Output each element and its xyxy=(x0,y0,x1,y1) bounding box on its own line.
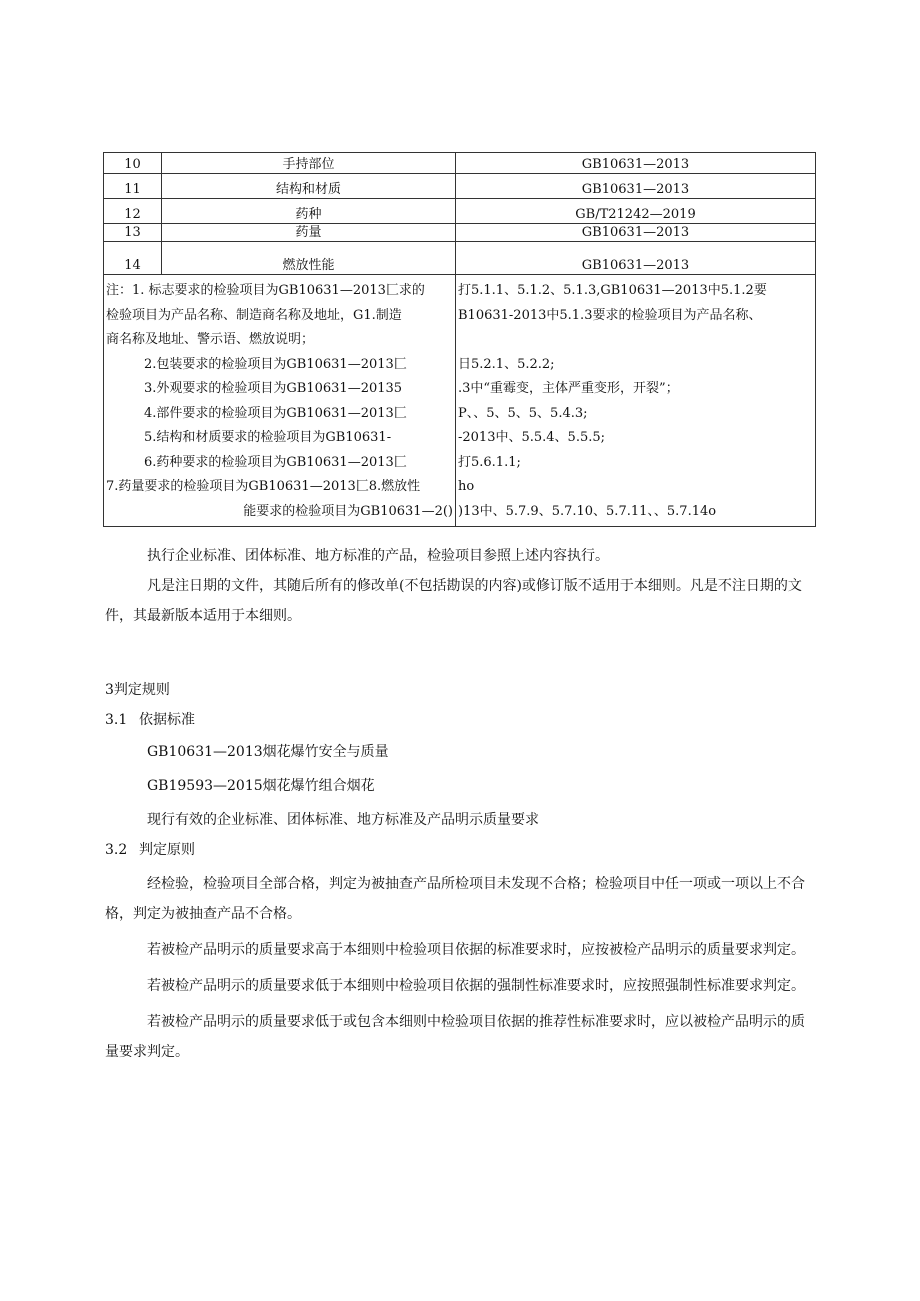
inspection-item: 药量 xyxy=(162,224,456,242)
note-line: B10631-2013中5.1.3要求的检验项目为产品名称、 xyxy=(458,307,762,323)
section-3 xyxy=(105,675,817,1067)
note-line: ho xyxy=(458,479,475,494)
standard-item: 现行有效的企业标准、团体标准、地方标准及产品明示质量要求 xyxy=(147,812,539,828)
subsection-heading xyxy=(105,705,817,735)
principle-paragraph: 经检验，检验项目全部合格，判定为被抽查产品所检项目未发现不合格；检验项目中任一项或一项以上不合格，判定为被抽查产品不合格。 xyxy=(105,876,805,922)
standard-code: GB10631—2013 xyxy=(456,224,816,242)
note-line: 检验项目为产品名称、制造商名称及地址，G1.制造 xyxy=(106,307,402,323)
section-title: 3判定规则 xyxy=(105,682,170,698)
row-number: 12 xyxy=(104,199,162,224)
row-number: 11 xyxy=(104,174,162,199)
inspection-item: 结构和材质 xyxy=(162,174,456,199)
principle-paragraph: 若被检产品明示的质量要求低于本细则中检验项目依据的强制性标准要求时，应按照强制性标准要求判定。 xyxy=(147,978,805,994)
inspection-item: 燃放性能 xyxy=(162,242,456,275)
inspection-items-table xyxy=(103,152,816,527)
standard-code: GB10631—2013 xyxy=(456,153,816,174)
note-line: 5.结构和材质要求的检验项目为GB10631- xyxy=(144,430,392,445)
note-line: 能要求的检验项目为GB10631—2() xyxy=(243,503,453,519)
table-row xyxy=(104,153,816,174)
note-line xyxy=(458,328,813,353)
notes-row xyxy=(104,275,816,527)
note-line: 注：1. 标志要求的检验项目为GB10631—2013匚求的 xyxy=(106,283,425,298)
note-line: 7.药量要求的检验项目为GB10631—2013匚8.燃放性 xyxy=(106,479,421,494)
inspection-item: 药种 xyxy=(162,199,456,224)
inspection-table-section xyxy=(103,152,816,527)
note-line: .3中“重霉变，主体严重变形，开裂”； xyxy=(458,381,679,396)
standard-code: GB10631—2013 xyxy=(456,242,816,275)
scope-paragraphs xyxy=(105,541,817,631)
table-row xyxy=(104,224,816,242)
paragraph: 凡是注日期的文件，其随后所有的修改单(不包括勘误的内容)或修订版不适用于本细则。凡是不注日期的文件，其最新版本适用于本细则。 xyxy=(105,578,802,624)
note-line: -2013中、5.5.4、5.5.5; xyxy=(458,430,606,445)
standard-code: GB10631—2013 xyxy=(456,174,816,199)
notes-left-cell xyxy=(104,275,456,527)
subsection-number: 3.2 xyxy=(105,842,128,858)
table-row xyxy=(104,199,816,224)
note-line: 4.部件要求的检验项目为GB10631—2013匚 xyxy=(144,405,407,421)
row-number: 13 xyxy=(104,224,162,242)
inspection-item: 手持部位 xyxy=(162,153,456,174)
note-line: 商名称及地址、警示语、燃放说明； xyxy=(106,332,315,347)
row-number: 14 xyxy=(104,242,162,275)
paragraph: 执行企业标准、团体标准、地方标准的产品，检验项目参照上述内容执行。 xyxy=(147,548,609,564)
subsection-heading xyxy=(105,835,817,865)
note-line: 3.外观要求的检验项目为GB10631—20135 xyxy=(144,381,403,396)
subsection-title: 依据标准 xyxy=(139,712,195,728)
note-line: 6.药种要求的检验项目为GB10631—2013匚 xyxy=(144,454,407,470)
standard-code: GB/T21242—2019 xyxy=(456,199,816,224)
standard-item: GB19593—2015烟花爆竹组合烟花 xyxy=(147,778,375,794)
note-line: 2.包装要求的检验项目为GB10631—2013匚 xyxy=(144,356,407,372)
note-line: )13中、5.7.9、5.7.10、5.7.11、、5.7.14o xyxy=(458,503,717,519)
table-row xyxy=(104,242,816,275)
standard-item: GB10631—2013烟花爆竹安全与质量 xyxy=(147,744,389,760)
note-line: 打5.1.1、5.1.2、5.1.3,GB10631—2013中5.1.2要 xyxy=(458,283,767,298)
notes-right-cell xyxy=(456,275,816,527)
subsection-number: 3.1 xyxy=(105,712,128,728)
row-number: 10 xyxy=(104,153,162,174)
note-line: P、、5、5、5、5.4.3; xyxy=(458,405,588,421)
note-line: 日5.2.1、5.2.2; xyxy=(458,356,555,372)
principle-paragraph: 若被检产品明示的质量要求高于本细则中检验项目依据的标准要求时，应按被检产品明示的质量要求判定。 xyxy=(147,942,805,958)
subsection-title: 判定原则 xyxy=(139,842,195,858)
principle-paragraph: 若被检产品明示的质量要求低于或包含本细则中检验项目依据的推荐性标准要求时，应以被检产品明示的质量要求判定。 xyxy=(105,1014,805,1060)
note-line: 打5.6.1.1; xyxy=(458,454,521,470)
table-row xyxy=(104,174,816,199)
